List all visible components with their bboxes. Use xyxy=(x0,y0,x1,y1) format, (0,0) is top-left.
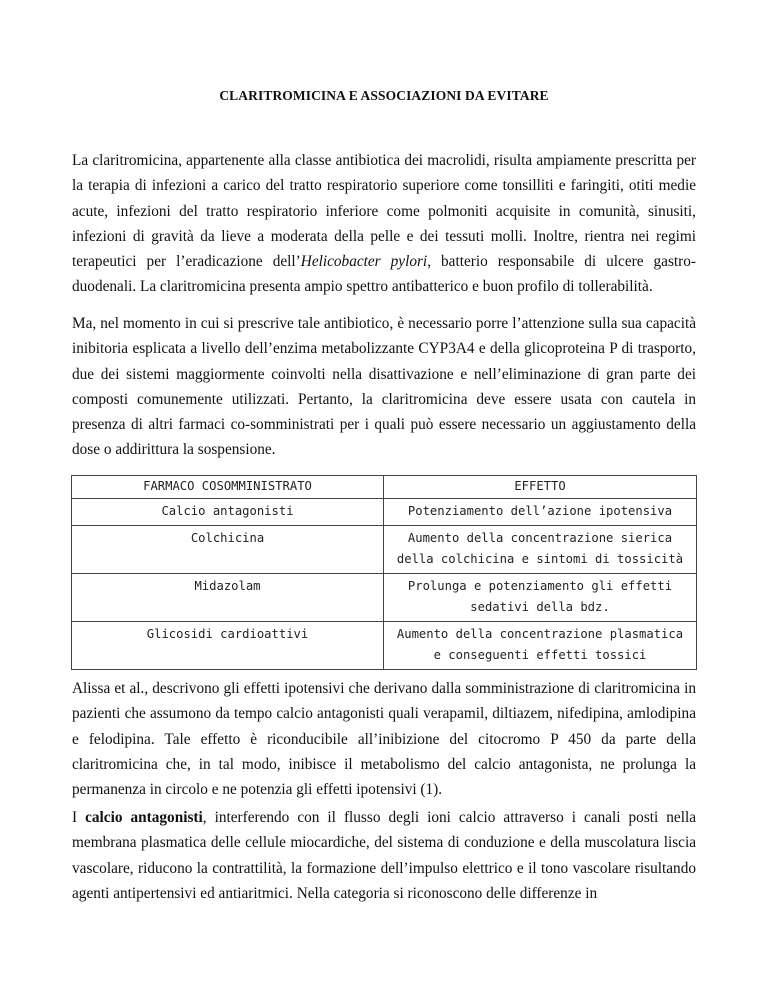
header-drug: FARMACO COSOMMINISTRATO xyxy=(72,476,384,499)
paragraph-caution: Ma, nel momento in cui si prescrive tale antibiotico, è necessario porre l’attenzione sulla sua capacità inibitoria esplicata a livello dell’enzima metabolizzante CYP3A4 e della glicoproteina P di trasporto, due dei sistemi maggiormente coinvolti nella disattivazione e nell’eliminazione di gran parte dei composti comunemente utilizzati. Pertanto, la claritromicina deve essere usata con cautela in presenza di altri farmaci co-somministrati per i quali può essere necessario un aggiustamento della dose o addirittura la sospensione. xyxy=(72,315,696,459)
paragraph-calcium-antagonists xyxy=(72,805,696,906)
paragraph-ca-bold: calcio antagonisti xyxy=(85,809,203,826)
paragraph-alissa: Alissa et al., descrivono gli effetti ipotensivi che derivano dalla somministrazione di claritromicina in pazienti che assumono da tempo calcio antagonisti quali verapamil, diltiazem, nifedipina, amlodipina e felodipina. Tale effetto è riconducibile all’inibizione del citocromo P 450 da parte della claritromicina che, in tal modo, inibisce il metabolismo del calcio antagonista, ne prolunga la permanenza in circolo e ne potenzia gli effetti ipotensivi (1). xyxy=(72,680,696,799)
paragraph-intro-text-b: , batterio responsabile di ulcere gastro-duodenali. La claritromicina presenta ampio spettro antibatterico e buon profilo di tollerabilità. xyxy=(72,253,696,296)
cell-drug: Glicosidi cardioattivi xyxy=(72,622,384,670)
cell-drug: Calcio antagonisti xyxy=(72,499,384,526)
paragraph-intro xyxy=(72,148,696,300)
cell-drug: Midazolam xyxy=(72,574,384,622)
document-title: CLARITROMICINA E ASSOCIAZIONI DA EVITARE xyxy=(219,88,549,103)
paragraph-ca-text-b: , interferendo con il flusso degli ioni calcio attraverso i canali posti nella membrana plasmatica delle cellule miocardiche, del sistema di conduzione e della muscolatura liscia vascolare, riducono la contrattilità, la formazione dell’impulso elettrico e il tono vascolare risultando agenti antipertensivi ed antiaritmici. Nella categoria si riconoscono delle differenze in xyxy=(72,809,697,902)
paragraph-intro-text-a: La claritromicina, appartenente alla classe antibiotica dei macrolidi, risulta ampiamente prescritta per la terapia di infezioni a carico del tratto respiratorio superiore come tonsilliti e faringiti, otiti medie acute, infezioni del tratto respiratorio inferiore come polmoniti acquisite in comunità, sinusiti, infezioni di gravità da lieve a moderata della pelle e dei tessuti molli. Inoltre, rientra nei regimi terapeutici per l’eradicazione dell’ xyxy=(72,152,696,271)
table-row xyxy=(72,526,697,574)
cell-effect: Aumento della concentrazione sierica della colchicina e sintomi di tossicità xyxy=(384,526,697,574)
table-row xyxy=(72,622,697,670)
table-row xyxy=(72,574,697,622)
cell-drug: Colchicina xyxy=(72,526,384,574)
header-effect: EFFETTO xyxy=(384,476,697,499)
paragraph-ca-text-a: I xyxy=(72,809,86,826)
cell-effect: Potenziamento dell’azione ipotensiva xyxy=(384,499,697,526)
table-row xyxy=(72,499,697,526)
cell-effect: Aumento della concentrazione plasmatica e conseguenti effetti tossici xyxy=(384,622,697,670)
paragraph-intro-italic: Helicobacter pylori xyxy=(300,253,428,271)
cell-effect: Prolunga e potenziamento gli effetti sedativi della bdz. xyxy=(384,574,697,622)
table-header-row xyxy=(72,476,697,499)
interactions-table xyxy=(71,475,697,670)
